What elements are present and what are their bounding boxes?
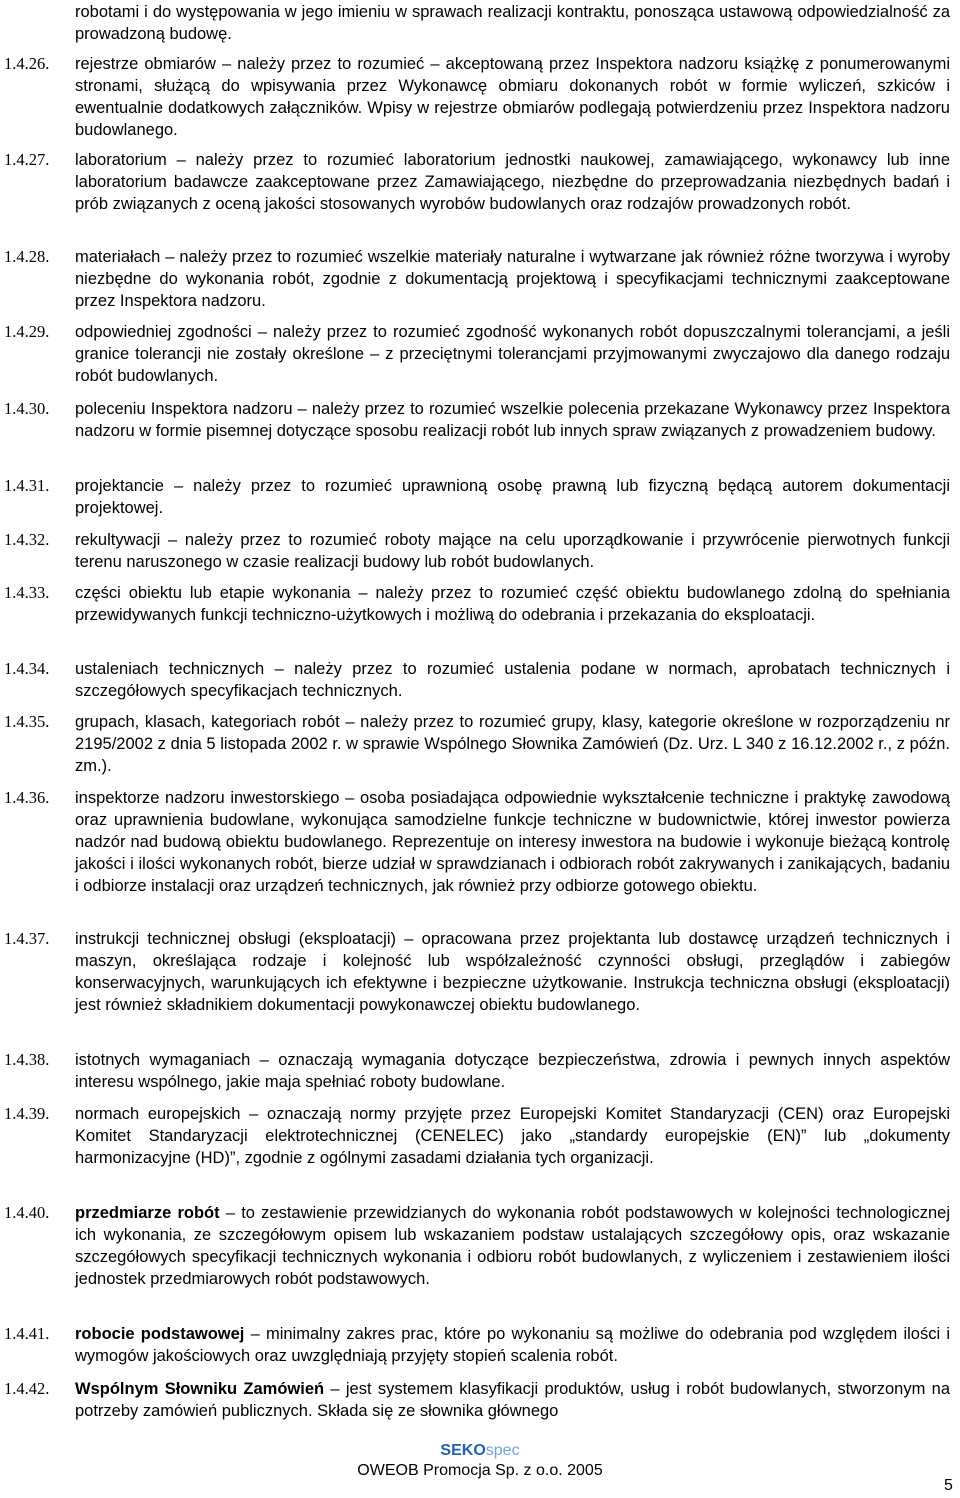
definition-1-4-40 — [4, 1202, 950, 1290]
logo-seko: SEKO — [440, 1442, 486, 1459]
definition-body: – minimalny zakres prac, które po wykonaniu są możliwe do odebrania pod względem ilości i wymogów jakościowych oraz uwzględniają przyjęty stopień scalenia robót. — [75, 1325, 950, 1365]
definition-number: 1.4.31. — [4, 476, 50, 495]
definition-1-4-28 — [4, 246, 950, 312]
intro-paragraph — [4, 1, 950, 45]
definition-text: istotnych wymaganiach – oznaczają wymagania dotyczące bezpieczeństwa, zdrowia i pewnych innych aspektów interesu wspólnego, jakie maja spełniać roboty budowlane. — [75, 1051, 950, 1091]
definition-number: 1.4.38. — [4, 1050, 50, 1069]
definition-1-4-38 — [4, 1049, 950, 1093]
definition-1-4-31 — [4, 475, 950, 519]
definition-1-4-41 — [4, 1323, 950, 1367]
definition-1-4-27 — [4, 149, 950, 215]
definition-text: projektancie – należy przez to rozumieć uprawnioną osobę prawną lub fizyczną będącą autorem dokumentacji projektowej. — [75, 477, 950, 517]
definition-number: 1.4.35. — [4, 712, 50, 731]
definition-number: 1.4.37. — [4, 929, 50, 948]
definition-1-4-26 — [4, 53, 950, 141]
footer-logo — [0, 1442, 960, 1460]
definition-1-4-42 — [4, 1378, 950, 1422]
definition-1-4-30 — [4, 398, 950, 442]
definition-1-4-34 — [4, 658, 950, 702]
definition-1-4-36 — [4, 787, 950, 897]
definition-text: grupach, klasach, kategoriach robót – należy przez to rozumieć grupy, klasy, kategorie określone w rozporządzeniu nr 2195/2002 z dnia 5 listopada 2002 r. w sprawie Wspólnego Słownika Zamówień (Dz. Urz. L 340 z 16.12.2002 r., z późn. zm.). — [75, 713, 950, 775]
definition-number: 1.4.34. — [4, 659, 50, 678]
definition-term: przedmiarze robót — [75, 1204, 220, 1222]
definition-1-4-35 — [4, 711, 950, 777]
intro-text: robotami i do występowania w jego imieniu w sprawach realizacji kontraktu, ponosząca ustawową odpowiedzialność za prowadzoną budowę. — [75, 3, 950, 43]
definition-number: 1.4.39. — [4, 1104, 50, 1123]
definition-term: robocie podstawowej — [75, 1325, 245, 1343]
definition-text: ustaleniach technicznych – należy przez to rozumieć ustalenia podane w normach, aprobatach technicznych i szczegółowych specyfikacjach technicznych. — [75, 660, 950, 700]
logo-spec: spec — [485, 1442, 520, 1459]
definition-1-4-37 — [4, 928, 950, 1016]
definition-text: instrukcji technicznej obsługi (eksploatacji) – opracowana przez projektanta lub dostawcę urządzeń technicznych i maszyn, określająca rodzaje i kolejność lub współzależność czynności obsługi, przeglądów i zabiegów konserwacyjnych, warunkujących ich efektywne i bezpieczne użytkowanie. Instrukcja techniczna obsługi (eksploatacji) jest również składnikiem dokumentacji powykonawczej obiektu budowlanego. — [75, 930, 950, 1014]
definition-number: 1.4.36. — [4, 788, 50, 807]
definition-1-4-32 — [4, 529, 950, 573]
definition-text: inspektorze nadzoru inwestorskiego – osoba posiadająca odpowiednie wykształcenie techniczne i praktykę zawodową oraz uprawnienia budowlane, wykonująca samodzielne funkcje techniczne w budownictwie, której inwestor powierza nadzór nad budową obiektu budowlanego. Reprezentuje on interesy inwestora na budowie i wykonuje bieżącą kontrolę jakości i ilości wykonanych robót, bierze udział w sprawdzianach i odbiorach robót zakrywanych i zanikających, badaniu i odbiorze instalacji oraz urządzeń technicznych, jak również przy odbiorze gotowego obiektu. — [75, 789, 950, 895]
definition-text: odpowiedniej zgodności – należy przez to rozumieć zgodność wykonanych robót dopuszczalnymi tolerancjami, a jeśli granice tolerancji nie zostały określone – z przeciętnymi tolerancjami przyjmowanymi zwyczajowo dla danego rodzaju robót budowlanych. — [75, 323, 950, 385]
definition-number: 1.4.32. — [4, 530, 50, 549]
definition-text: części obiektu lub etapie wykonania – należy przez to rozumieć część obiektu budowlanego zdolną do spełniania przewidywanych funkcji techniczno-użytkowych i możliwą do odebrania i przekazania do eksploatacji. — [75, 584, 950, 624]
definition-text: poleceniu Inspektora nadzoru – należy przez to rozumieć wszelkie polecenia przekazane Wykonawcy przez Inspektora nadzoru w formie pisemnej dotyczące sposobu realizacji robót lub innych spraw związanych z prowadzeniem budowy. — [75, 400, 950, 440]
definition-text: rekultywacji – należy przez to rozumieć roboty mające na celu uporządkowanie i przywrócenie pierwotnych funkcji terenu naruszonego w czasie realizacji budowy lub robót budowlanych. — [75, 531, 950, 571]
definition-number: 1.4.33. — [4, 583, 50, 602]
definition-number: 1.4.27. — [4, 150, 50, 169]
definition-text — [75, 1202, 950, 1290]
definition-1-4-33 — [4, 582, 950, 626]
definition-term: Wspólnym Słowniku Zamówień — [75, 1380, 325, 1398]
definition-number: 1.4.28. — [4, 247, 50, 266]
definition-number: 1.4.42. — [4, 1379, 50, 1398]
page-number: 5 — [944, 1477, 953, 1494]
definition-number: 1.4.29. — [4, 322, 50, 341]
definition-1-4-29 — [4, 321, 950, 387]
definition-body: – jest systemem klasyfikacji produktów, usług i robót budowlanych, stworzonym na potrzeby zamówień publicznych. Składa się ze słownika głównego — [75, 1380, 950, 1420]
definition-text: rejestrze obmiarów – należy przez to rozumieć – akceptowaną przez Inspektora nadzoru książkę z ponumerowanymi stronami, służącą do wpisywania przez Wykonawcę obmiaru dokonanych robót w formie wyliczeń, szkiców i ewentualnie dodatkowych załączników. Wpisy w rejestrze obmiarów podlegają potwierdzeniu przez Inspektora nadzoru budowlanego. — [75, 55, 950, 139]
definition-text — [75, 1323, 950, 1367]
definition-number: 1.4.26. — [4, 54, 50, 73]
definition-text: laboratorium – należy przez to rozumieć laboratorium jednostki naukowej, zamawiającego, wykonawcy lub inne laboratorium badawcze zaakceptowane przez Zamawiającego, niezbędne do przeprowadzania niezbędnych badań i prób związanych z oceną jakości stosowanych wyrobów budowlanych oraz rodzajów prowadzonych robót. — [75, 151, 950, 213]
footer-organization: OWEOB Promocja Sp. z o.o. 2005 — [357, 1462, 603, 1479]
definition-number: 1.4.41. — [4, 1324, 50, 1343]
definition-1-4-39 — [4, 1103, 950, 1169]
definition-text — [75, 1378, 950, 1422]
definition-text: normach europejskich – oznaczają normy przyjęte przez Europejski Komitet Standaryzacji (CEN) oraz Europejski Komitet Standaryzacji elektrotechnicznej (CENELEC) jako „standardy europejskie (EN)” lub „dokumenty harmonizacyjne (HD)”, zgodnie z ogólnymi zasadami działania tych organizacji. — [75, 1105, 950, 1167]
definition-text: materiałach – należy przez to rozumieć wszelkie materiały naturalne i wytwarzane jak również różne tworzywa i wyroby niezbędne do wykonania robót, zgodnie z dokumentacją projektową i specyfikacjami technicznymi zaakceptowane przez Inspektora nadzoru. — [75, 248, 950, 310]
definition-number: 1.4.40. — [4, 1203, 50, 1222]
definition-number: 1.4.30. — [4, 399, 50, 418]
definition-body: – to zestawienie przewidzianych do wykonania robót podstawowych w kolejności technologicznej ich wykonania, ze szczegółowym opisem lub wskazaniem podstaw ustalających szczegółowy opis, oraz wskazanie szczegółowych specyfikacji technicznych wykonania i odbioru robót budowlanych, z wyliczeniem i zestawieniem ilości jednostek przedmiarowych robót podstawowych. — [75, 1204, 950, 1288]
